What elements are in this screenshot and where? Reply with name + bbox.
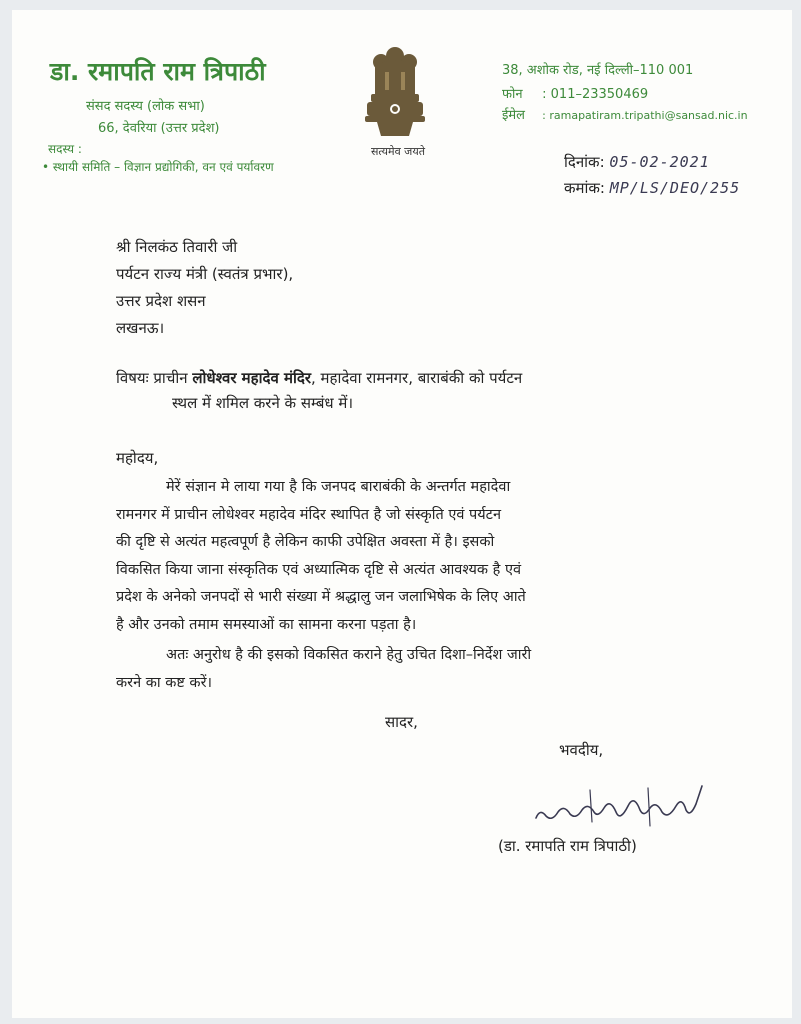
letter-body — [116, 474, 690, 639]
subject-rest: , महादेवा रामनगर, बाराबंकी को पर्यटन — [310, 369, 523, 387]
ref-label: कमांक: — [564, 179, 605, 197]
addressee-block — [116, 234, 293, 342]
sender-constituency: 66, देवरिया (उत्तर प्रदेश) — [98, 121, 220, 136]
request-line: करने का कष्ट करें। — [116, 674, 212, 691]
sender-designation: संसद सदस्य (लोक सभा) — [86, 99, 205, 114]
addressee-line: लखनऊ। — [116, 319, 165, 337]
closing-bhavdiya: भवदीय, — [559, 741, 604, 759]
subject-temple: लोधेश्वर महादेव मंदिर — [192, 369, 311, 387]
date-label: दिनांक: — [564, 153, 605, 171]
body-line: रामनगर में प्राचीन लोधेश्वर महादेव मंदिर स्थापित है जो संस्कृति एवं पर्यटन — [116, 506, 502, 523]
addressee-line: पर्यटन राज्य मंत्री (स्वतंत्र प्रभार), — [116, 265, 294, 283]
phone-label: फोन — [502, 87, 523, 102]
office-email — [502, 105, 748, 123]
emblem-motto: सत्यमेव जयते — [370, 145, 425, 158]
letter-sheet — [12, 10, 792, 1018]
signature-icon — [530, 782, 710, 842]
national-emblem-icon — [359, 44, 431, 140]
subject-line — [116, 364, 522, 393]
body-line: प्रदेश के अनेको जनपदों से भारी संख्या में श्रद्धालु जन जलाभिषेक के लिए आते — [116, 589, 526, 605]
body-line: विकसित किया जाना संस्कृतिक एवं अध्यात्मिक दृष्टि से अत्यंत आवश्यक है एवं — [116, 561, 522, 578]
salutation: महोदय, — [116, 449, 159, 467]
body-line: है और उनको तमाम समस्याओं का सामना करना पड़ता है। — [116, 616, 417, 633]
office-phone — [502, 84, 648, 102]
member-item: • स्थायी समिति – विज्ञान प्रद्योगिकी, वन एवं पर्यावरण — [42, 160, 274, 174]
addressee-line: उत्तर प्रदेश शसन — [116, 292, 206, 310]
body-line: मेरें संज्ञान मे लाया गया है कि जनपद बाराबंकी के अन्तर्गत महादेवा — [166, 479, 511, 495]
signatory-name: (डा. रमापति राम त्रिपाठी) — [498, 837, 637, 855]
phone-value: : 011–23350469 — [542, 87, 649, 102]
request-line: अतः अनुरोध है की इसको विकसित कराने हेतु उचित दिशा–निर्देश जारी — [166, 647, 532, 663]
body-line: की दृष्टि से अत्यंत महत्वपूर्ण है लेकिन काफी उपेक्षित अवस्ता में है। इसको — [116, 534, 495, 550]
date-value: 05-02-2021 — [609, 153, 710, 171]
subject-label: विषयः प्राचीन — [116, 369, 193, 387]
email-value: : ramapatiram.tripathi@sansad.nic.in — [542, 109, 748, 122]
subject-line-2: स्थल में शमिल करने के सम्बंध में। — [172, 394, 354, 412]
member-label: सदस्य : — [48, 142, 82, 156]
email-label: ईमेल — [502, 108, 525, 123]
letter-date — [564, 152, 710, 172]
letter-reference — [564, 178, 740, 198]
request-paragraph — [116, 642, 690, 697]
office-address: 38, अशोक रोड, नई दिल्ली–110 001 — [502, 63, 694, 78]
addressee-line: श्री निलकंठ तिवारी जी — [116, 238, 238, 256]
sender-name: डा. रमापति राम त्रिपाठी — [50, 57, 266, 86]
ref-value: MP/LS/DEO/255 — [609, 179, 741, 197]
closing-sadar: सादर, — [385, 713, 418, 731]
